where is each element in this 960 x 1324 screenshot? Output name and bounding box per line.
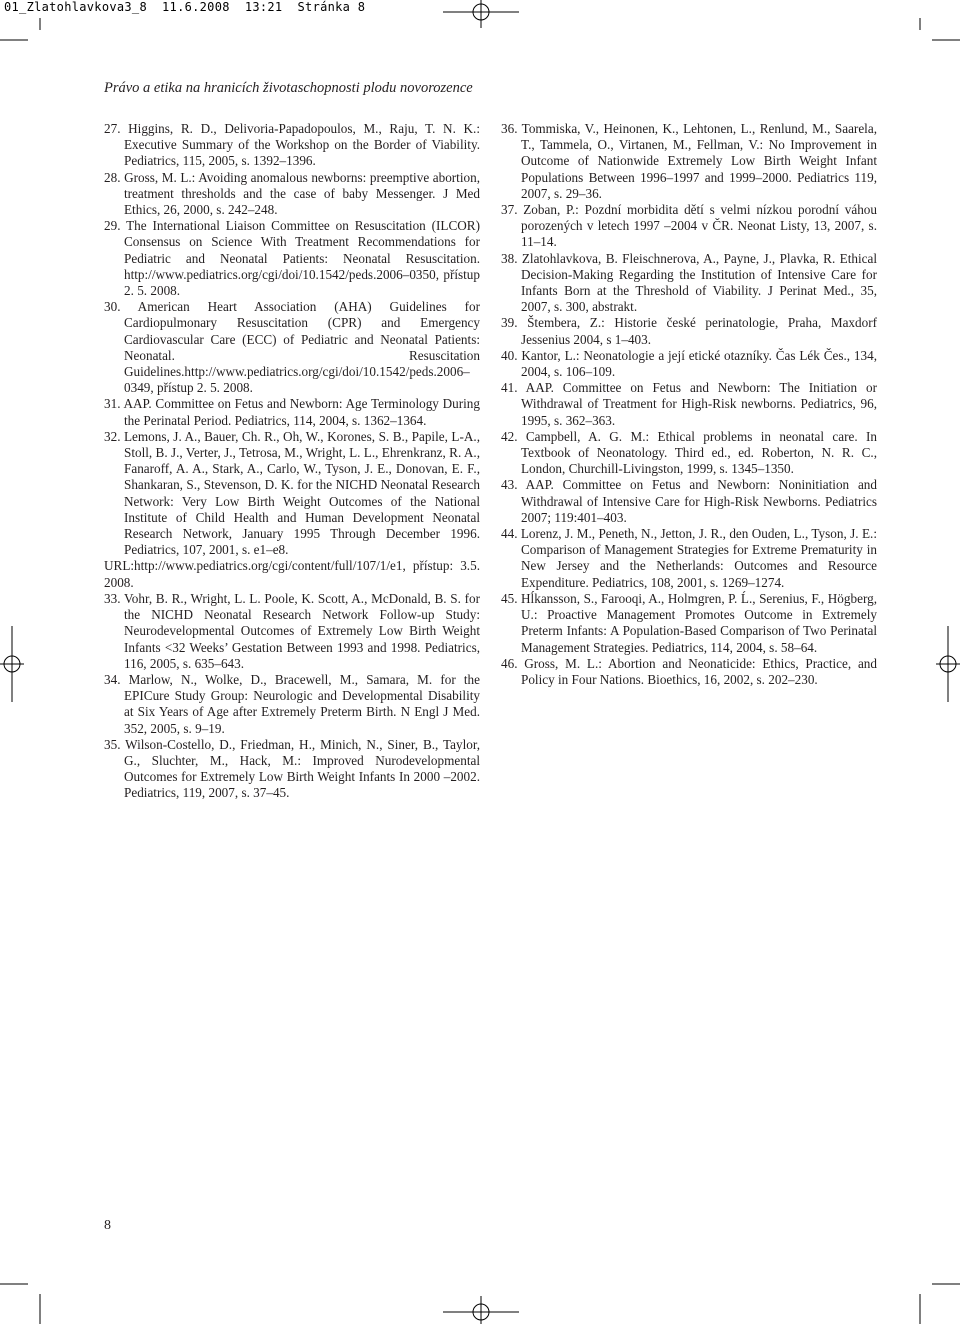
reference-39: 39. Štembera, Z.: Historie české perinatologie, Praha, Maxdorf Jessenius 2004, s 1–403. xyxy=(501,315,877,347)
reference-38: 38. Zlatohlavkova, B. Fleischnerova, A., Payne, J., Plavka, R. Ethical Decision-Making Regarding the Institution of Intensive Care for Infants Born at the Threshold of Viability. J Perinat Med., 35, 2007, s. 300, abstrakt. xyxy=(501,250,877,315)
crop-mark-top-left xyxy=(0,0,50,50)
reference-31: 31. AAP. Committee on Fetus and Newborn: Age Terminology During the Perinatal Period. Pediatrics, 114, 2004, s. 1362–1364. xyxy=(104,396,480,428)
reference-33: 33. Vohr, B. R., Wright, L. L. Poole, K. Scott, A., McDonald, B. S. for the NICHD Neonatal Research Network Follow-up Study: Neurodevelopmental Outcomes of Extremely Low Birth Weight Infants <32 Weeks’ Gestation Between 1993 and 1998. Pediatrics, 116, 2005, s. 635–643. xyxy=(104,590,480,671)
reference-32-url: URL:http://www.pediatrics.org/cgi/content/full/107/1/e1, přístup: 3.5. 2008. xyxy=(104,558,480,590)
reference-42: 42. Campbell, A. G. M.: Ethical problems in neonatal care. In Textbook of Neonatology. Third ed., ed. Roberton, N. R. C., London, Churchill-Livingston, 1999, s. 1345–1350. xyxy=(501,428,877,477)
reference-30: 30. American Heart Association (AHA) Guidelines for Cardiopulmonary Resuscitation (CPR) and Emergency Cardiovascular Care (ECC) of Pediatric and Neonatal Patients: Neonatal. Resuscitation Guidelines.http://www.pediatrics.org/cgi/doi/10.1542/peds.2006–0349, přístup 2. 5. 2008. xyxy=(104,299,480,396)
reference-37: 37. Zoban, P.: Pozdní morbidita dětí s velmi nízkou porodní váhou porozených v letech 1997 –2004 v ČR. Neonat Listy, 13, 2007, s. 11–14. xyxy=(501,202,877,250)
registration-mark-top xyxy=(443,0,519,28)
reference-46: 46. Gross, M. L.: Abortion and Neonaticide: Ethics, Practice, and Policy in Four Nations. Bioethics, 16, 2002, s. 202–230. xyxy=(501,655,877,687)
slug-time: 13:21 xyxy=(244,0,283,14)
running-head: Právo a etika na hranicích životaschopnosti plodu novorozence xyxy=(104,80,473,96)
reference-35: 35. Wilson-Costello, D., Friedman, H., Minich, N., Siner, B., Taylor, G., Sluchter, M., Hack, M.: Improved Nurodevelopmental Outcomes for Extremely Low Birth Weight Infants In 2000 –2002. Pediatrics, 119, 2007, s. 37–45. xyxy=(104,736,480,801)
registration-mark-right xyxy=(936,626,960,702)
references-left-column xyxy=(104,121,480,802)
reference-27: 27. Higgins, R. D., Delivoria-Papadopoulos, M., Raju, T. N. K.: Executive Summary of the Workshop on the Border of Viability. Pediatrics, 115, 2005, s. 1392–1396. xyxy=(104,121,480,169)
crop-mark-top-right xyxy=(910,0,960,50)
reference-45: 45. Hĺkansson, S., Farooqi, A., Holmgren, P. Ĺ., Serenius, F., Högberg, U.: Proactive Management Promotes Outcome in Extremely Preterm Infants: A Population-Based Comparison of Two Perinatal Management Strategies. Pediatrics, 114, 2004, s. 58–64. xyxy=(501,590,877,655)
reference-41: 41. AAP. Committee on Fetus and Newborn: The Initiation or Withdrawal of Treatment for High-Risk newborns. Pediatrics, 96, 1995, s. 362–363. xyxy=(501,380,877,428)
registration-mark-bottom xyxy=(443,1296,519,1324)
slug-date: 11.6.2008 xyxy=(162,0,230,14)
crop-mark-bottom-right xyxy=(910,1274,960,1324)
reference-29: 29. The International Liaison Committee on Resuscitation (ILCOR) Consensus on Science With Treatment Recommendations for Pediatric and Neonatal Patients: Neonatal Resuscitation. http://www.pediatrics.org/cgi/doi/10.1542/peds.2006–0350, přístup 2. 5. 2008. xyxy=(104,218,480,299)
reference-40: 40. Kantor, L.: Neonatologie a její etické otazníky. Čas Lék Čes., 134, 2004, s. 106–109. xyxy=(501,347,877,380)
reference-28: 28. Gross, M. L.: Avoiding anomalous newborns: preemptive abortion, treatment thresholds and the case of baby Messenger. J Med Ethics, 26, 2000, s. 242–248. xyxy=(104,169,480,218)
print-slug xyxy=(4,0,365,14)
reference-44: 44. Lorenz, J. M., Peneth, N., Jetton, J. R., den Ouden, L., Tyson, J. E.: Comparison of Management Strategies for Extreme Prematurity in New Jersey and the Netherlands: Outcomes and Resource Expenditure. Pediatrics, 108, 2001, s. 1269–1274. xyxy=(501,526,877,590)
crop-mark-bottom-left xyxy=(0,1274,50,1324)
registration-mark-left xyxy=(0,626,24,702)
reference-34: 34. Marlow, N., Wolke, D., Bracewell, M., Samara, M. for the EPICure Study Group: Neurologic and Developmental Disability at Six Years of Age after Extremely Preterm Birth. N Engl J Med. 352, 2005, s. 9–19. xyxy=(104,671,480,736)
slug-page-label: Stránka 8 xyxy=(297,0,366,14)
reference-36: 36. Tommiska, V., Heinonen, K., Lehtonen, L., Renlund, M., Saarela, T., Tammela, O., Virtanen, M., Fellman, V.: No Improvement in Outcome of Nationwide Extremely Low Birth Weight Infant Populations Between 1996–1997 and 1999–2000. Pediatrics 119, 2007, s. 29–36. xyxy=(501,121,877,201)
reference-43: 43. AAP. Committee on Fetus and Newborn: Noninitiation and Withdrawal of Intensive Care for High-Risk Newborns. Pediatrics 2007; 119:401–403. xyxy=(501,477,877,525)
reference-32: 32. Lemons, J. A., Bauer, Ch. R., Oh, W., Korones, S. B., Papile, L-A., Stoll, B. J., Verter, J., Tetrosa, M., Wright, L. L., Ehrenkranz, R. A., Fanaroff, A. A., Stark, A., Carlo, W., Tyson, J. E., Donovan, E. F., Shankaran, S., Stevenson, D. K. for the NICHD Neonatal Research Network: Very Low Birth Weight Outcomes of the National Institute of Child Health and Human Development Neonatal Research Network, January 1995 Through December 1996. Pediatrics, 107, 2001, s. e1–e8. xyxy=(104,428,480,558)
slug-file: 01_Zlatohlavkova3_8 xyxy=(4,0,147,14)
references-right-column xyxy=(501,121,877,688)
page-number: 8 xyxy=(104,1218,111,1233)
